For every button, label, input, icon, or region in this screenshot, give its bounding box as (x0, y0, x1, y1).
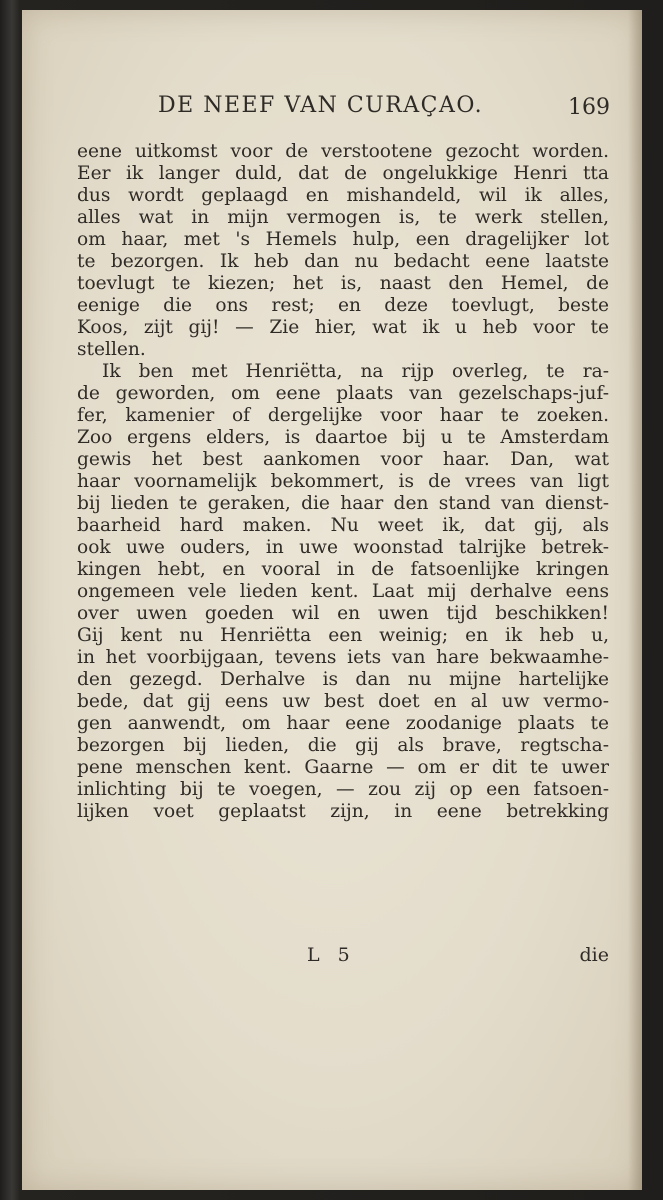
text-line: haar voornamelijk bekommert, is de vrees van ligt (77, 471, 609, 492)
text-line: in het voorbijgaan, tevens iets van hare bekwaamhe- (77, 647, 609, 668)
text-line: dus wordt geplaagd en mishandeld, wil ik alles, (77, 185, 609, 206)
text-line: gen aanwendt, om haar eene zoodanige plaats te (77, 713, 609, 734)
text-line: baarheid hard maken. Nu weet ik, dat gij, als (77, 515, 609, 536)
text-line: bij lieden te geraken, die haar den stand van dienst- (77, 493, 609, 514)
body-text (77, 141, 609, 823)
text-line: te bezorgen. Ik heb dan nu bedacht eene laatste (77, 251, 609, 272)
text-line: Koos, zijt gij! — Zie hier, wat ik u heb voor te (77, 317, 609, 338)
text-line: eenige die ons rest; en deze toevlugt, beste (77, 295, 609, 316)
text-line: gewis het best aankomen voor haar. Dan, wat (77, 449, 609, 470)
page-number: 169 (568, 95, 610, 120)
text-line: alles wat in mijn vermogen is, te werk stellen, (77, 207, 609, 228)
text-line: eene uitkomst voor de verstootene gezocht worden. (77, 141, 609, 162)
text-line: ook uwe ouders, in uwe woonstad talrijke betrek- (77, 537, 609, 558)
text-line: over uwen goeden wil en uwen tijd beschikken! (77, 603, 609, 624)
text-line: inlichting bij te voegen, — zou zij op een fatsoen- (77, 779, 609, 800)
text-line: kingen hebt, en vooral in de fatsoenlijke kringen (77, 559, 609, 580)
text-line: bezorgen bij lieden, die gij als brave, regtscha- (77, 735, 609, 756)
text-line: ongemeen vele lieden kent. Laat mij derhalve eens (77, 581, 609, 602)
text-line: om haar, met 's Hemels hulp, een dragelijker lot (77, 229, 609, 250)
text-line: den gezegd. Derhalve is dan nu mijne hartelijke (77, 669, 609, 690)
book-page (22, 10, 642, 1190)
running-head (110, 93, 610, 127)
text-line: stellen. (77, 339, 146, 360)
text-line: toevlugt te kiezen; het is, naast den Hemel, de (77, 273, 609, 294)
text-line: bede, dat gij eens uw best doet en al uw vermo- (77, 691, 609, 712)
text-line: lijken voet geplaatst zijn, in eene betrekking (77, 801, 609, 822)
text-line: fer, kamenier of dergelijke voor haar te zoeken. (77, 405, 609, 426)
text-line: de geworden, om eene plaats van gezelschaps-juf- (77, 383, 609, 404)
page-footer (77, 944, 609, 974)
text-line: Zoo ergens elders, is daartoe bij u te Amsterdam (77, 427, 609, 448)
page-edge-shadow (628, 10, 642, 1190)
text-line: Ik ben met Henriëtta, na rijp overleg, te ra- (102, 361, 609, 382)
running-title: DE NEEF VAN CURAÇAO. (158, 93, 484, 118)
signature-mark: L 5 (307, 944, 356, 966)
text-line: Eer ik langer duld, dat de ongelukkige Henri tta (77, 163, 609, 184)
text-line: pene menschen kent. Gaarne — om er dit te uwer (77, 757, 609, 778)
catchword: die (579, 944, 609, 966)
text-line: Gij kent nu Henriëtta een weinig; en ik heb u, (77, 625, 609, 646)
